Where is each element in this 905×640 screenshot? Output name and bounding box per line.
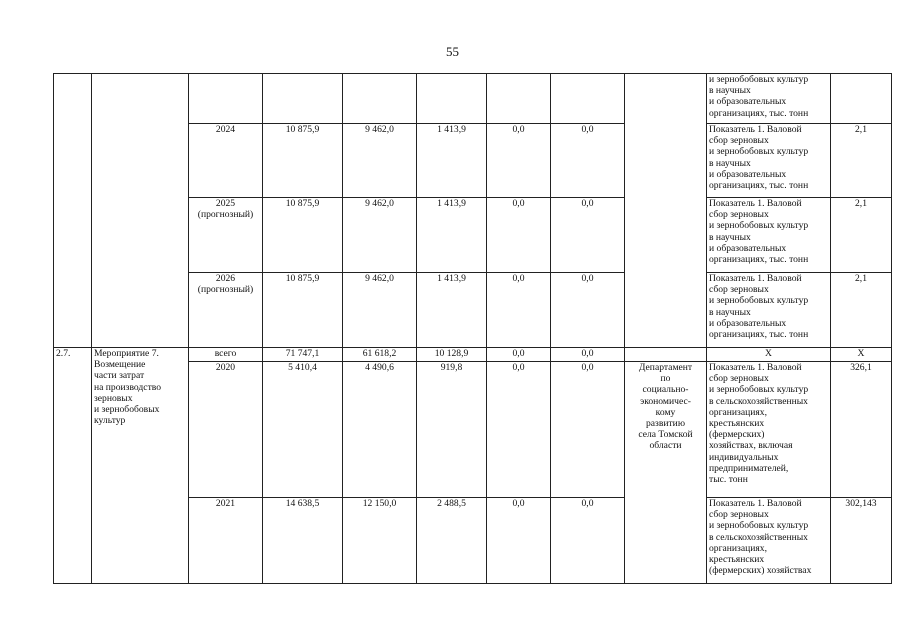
col3-cell: 0,0	[487, 124, 551, 198]
total-cell: 14 638,5	[263, 498, 343, 584]
year-cell: 2021	[189, 498, 263, 584]
col1-cell: 9 462,0	[343, 124, 417, 198]
department-cell	[625, 74, 707, 348]
col2-cell: 1 413,9	[417, 124, 487, 198]
total-cell: 10 875,9	[263, 124, 343, 198]
indicator-cell: и зернобобовых культур в научных и образовательных организациях, тыс. тонн	[707, 74, 831, 124]
indicator-cell: Показатель 1. Валовой сбор зерновых и зернобобовых культур в научных и образовательных организациях, тыс. тонн	[707, 124, 831, 198]
total-cell: 71 747,1	[263, 348, 343, 362]
year-cell: 2020	[189, 362, 263, 498]
col4-cell: 0,0	[551, 348, 625, 362]
value-cell: 2,1	[831, 273, 892, 348]
col1-cell: 9 462,0	[343, 198, 417, 273]
col4-cell: 0,0	[551, 362, 625, 498]
total-cell: 10 875,9	[263, 273, 343, 348]
value-cell: 2,1	[831, 124, 892, 198]
department-cell	[625, 348, 707, 362]
table-row	[54, 348, 892, 362]
number-cell	[54, 74, 92, 348]
col2-cell: 919,8	[417, 362, 487, 498]
year-cell: 2024	[189, 124, 263, 198]
col2-cell: 10 128,9	[417, 348, 487, 362]
budget-table	[53, 73, 892, 584]
col3-cell	[487, 74, 551, 124]
col3-cell: 0,0	[487, 348, 551, 362]
value-cell: 2,1	[831, 198, 892, 273]
indicator-cell: Показатель 1. Валовой сбор зерновых и зернобобовых культур в научных и образовательных организациях, тыс. тонн	[707, 273, 831, 348]
indicator-cell: Показатель 1. Валовой сбор зерновых и зернобобовых культур в сельскохозяйственных организациях, крестьянских (фермерских) хозяйствах, включая индивидуальных предпринимателей, тыс. тонн	[707, 362, 831, 498]
year-cell: 2025 (прогнозный)	[189, 198, 263, 273]
value-cell: 326,1	[831, 362, 892, 498]
col2-cell	[417, 74, 487, 124]
col1-cell: 4 490,6	[343, 362, 417, 498]
year-cell: 2026 (прогнозный)	[189, 273, 263, 348]
year-cell	[189, 74, 263, 124]
col4-cell	[551, 74, 625, 124]
indicator-cell: Показатель 1. Валовой сбор зерновых и зернобобовых культур в сельскохозяйственных организациях, крестьянских (фермерских) хозяйствах	[707, 498, 831, 584]
col2-cell: 2 488,5	[417, 498, 487, 584]
total-cell	[263, 74, 343, 124]
total-cell: 10 875,9	[263, 198, 343, 273]
indicator-cell: Показатель 1. Валовой сбор зерновых и зернобобовых культур в научных и образовательных организациях, тыс. тонн	[707, 198, 831, 273]
col4-cell: 0,0	[551, 124, 625, 198]
col2-cell: 1 413,9	[417, 198, 487, 273]
indicator-cell: Х	[707, 348, 831, 362]
measure-name-cell: Мероприятие 7. Возмещение части затрат на производство зерновых и зернобобовых культур	[92, 348, 189, 584]
col2-cell: 1 413,9	[417, 273, 487, 348]
col4-cell: 0,0	[551, 198, 625, 273]
col1-cell	[343, 74, 417, 124]
col1-cell: 12 150,0	[343, 498, 417, 584]
col1-cell: 9 462,0	[343, 273, 417, 348]
col3-cell: 0,0	[487, 273, 551, 348]
value-cell: Х	[831, 348, 892, 362]
col3-cell: 0,0	[487, 198, 551, 273]
measure-name-cell	[92, 74, 189, 348]
table-row	[54, 74, 892, 124]
col4-cell: 0,0	[551, 498, 625, 584]
value-cell: 302,143	[831, 498, 892, 584]
year-cell: всего	[189, 348, 263, 362]
number-cell: 2.7.	[54, 348, 92, 584]
col4-cell: 0,0	[551, 273, 625, 348]
page-number: 55	[446, 44, 459, 59]
col3-cell: 0,0	[487, 498, 551, 584]
total-cell: 5 410,4	[263, 362, 343, 498]
department-cell: Департамент по социально- экономичес- кому развитию села Томской области	[625, 362, 707, 584]
col3-cell: 0,0	[487, 362, 551, 498]
col1-cell: 61 618,2	[343, 348, 417, 362]
value-cell	[831, 74, 892, 124]
